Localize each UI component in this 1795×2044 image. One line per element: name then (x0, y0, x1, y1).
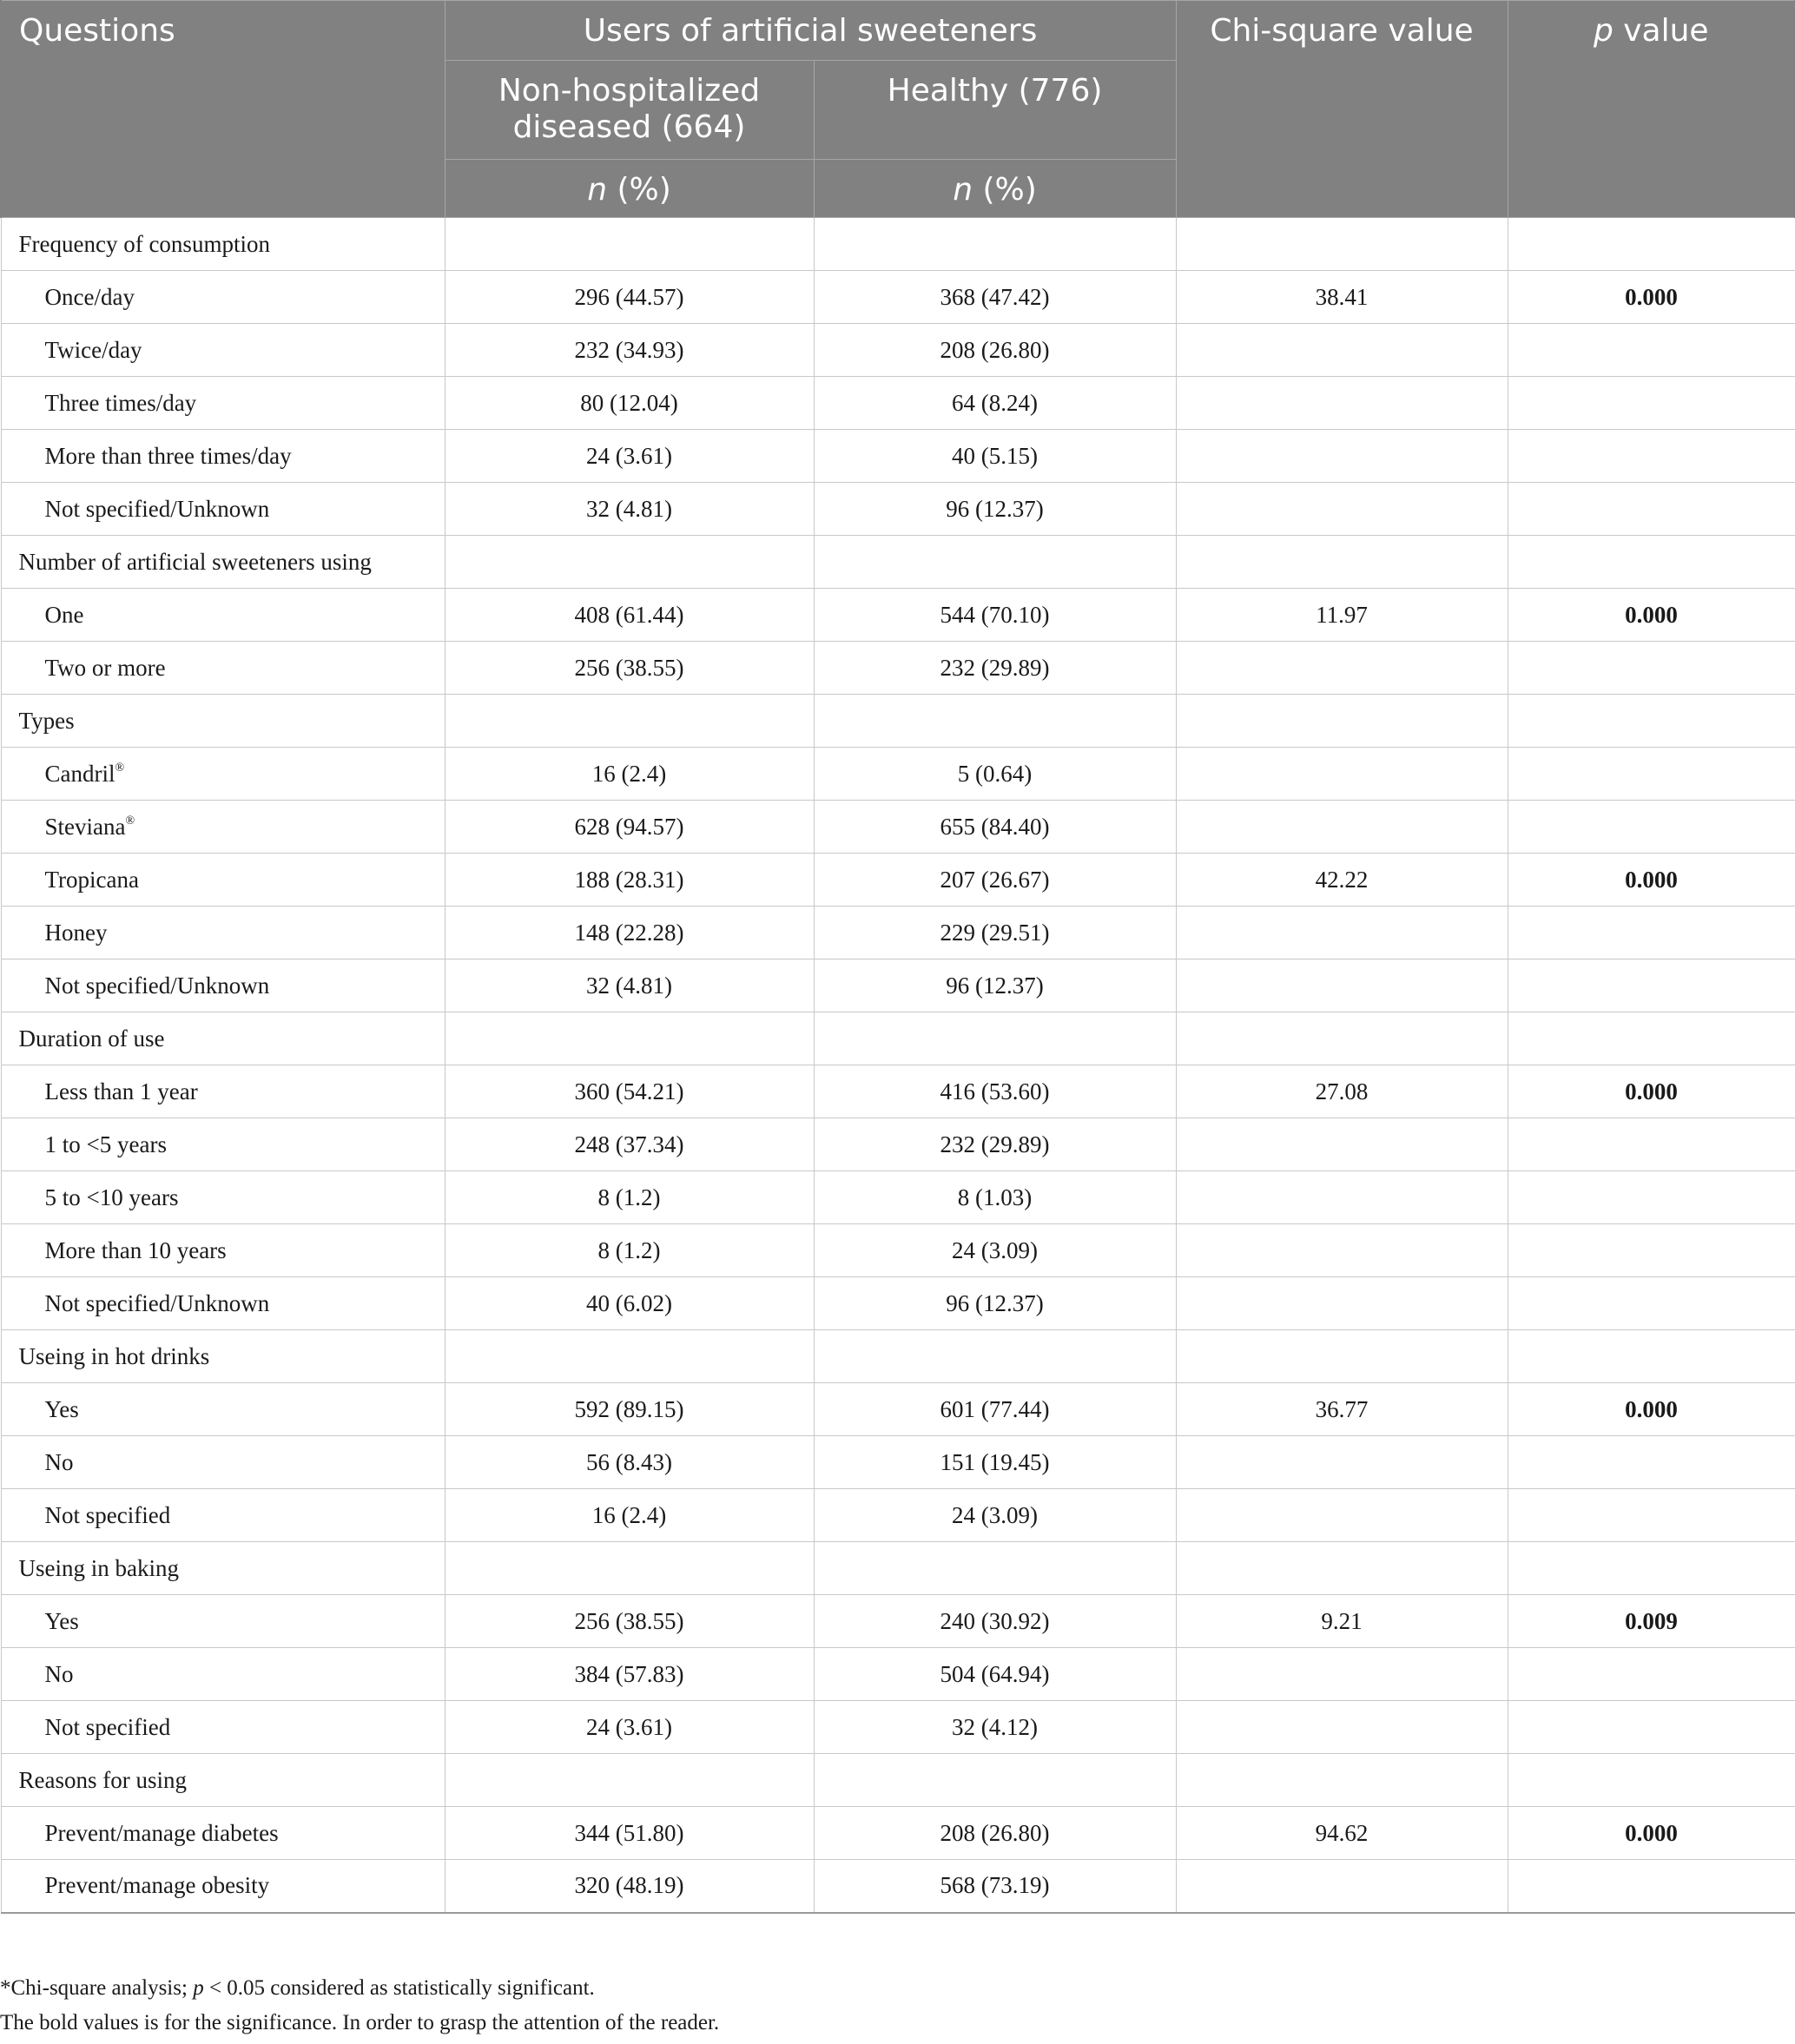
cell-p-value: 0.000 (1508, 854, 1795, 907)
table-section-row (1, 695, 1795, 748)
row-label (1, 907, 445, 959)
cell-chi-square: 11.97 (1176, 589, 1508, 642)
table-row (1, 1489, 1795, 1542)
cell-diseased: 256 (38.55) (445, 642, 814, 695)
table-row (1, 959, 1795, 1012)
cell-diseased: 248 (37.34) (445, 1118, 814, 1171)
row-label-text: Reasons for using (18, 1766, 187, 1793)
cell-healthy: 208 (26.80) (814, 1807, 1176, 1860)
cell-healthy: 416 (53.60) (814, 1065, 1176, 1118)
cell-chi-square (1176, 1860, 1508, 1913)
cell-p-value (1508, 1224, 1795, 1277)
cell-diseased: 628 (94.57) (445, 801, 814, 854)
row-label (1, 1224, 445, 1277)
unit-pct: (%) (607, 172, 671, 208)
cell-diseased: 384 (57.83) (445, 1648, 814, 1701)
table-section-row (1, 218, 1795, 271)
row-label-text: Yes (44, 1607, 79, 1634)
cell-p-value (1508, 1701, 1795, 1754)
row-label-text: Candril (44, 760, 115, 787)
cell-chi-square (1176, 959, 1508, 1012)
table-row (1, 1648, 1795, 1701)
cell-chi-square (1176, 1436, 1508, 1489)
row-label (1, 430, 445, 483)
row-label (1, 854, 445, 907)
cell-healthy: 151 (19.45) (814, 1436, 1176, 1489)
row-label (1, 377, 445, 430)
section-label (1, 218, 445, 271)
footnote-p-italic: p (193, 1976, 204, 2000)
row-label (1, 1595, 445, 1648)
table-row (1, 1807, 1795, 1860)
cell-healthy: 24 (3.09) (814, 1489, 1176, 1542)
cell-p-value (1508, 218, 1795, 271)
cell-diseased: 16 (2.4) (445, 748, 814, 801)
cell-healthy (814, 1754, 1176, 1807)
cell-p-value (1508, 801, 1795, 854)
table-row (1, 642, 1795, 695)
cell-chi-square (1176, 1330, 1508, 1383)
table-footnotes (0, 1971, 719, 2041)
row-label-text: Not specified/Unknown (44, 495, 270, 522)
cell-diseased: 148 (22.28) (445, 907, 814, 959)
row-label (1, 748, 445, 801)
table-row (1, 854, 1795, 907)
cell-chi-square: 36.77 (1176, 1383, 1508, 1436)
table-row (1, 1277, 1795, 1330)
section-label (1, 1754, 445, 1807)
cell-diseased: 32 (4.81) (445, 959, 814, 1012)
cell-healthy (814, 1012, 1176, 1065)
row-label-text: Useing in hot drinks (18, 1342, 210, 1369)
footnote-text: *Chi-square analysis; (0, 1976, 194, 2000)
table-row (1, 1224, 1795, 1277)
row-label (1, 642, 445, 695)
cell-p-value (1508, 695, 1795, 748)
cell-p-value: 0.009 (1508, 1595, 1795, 1648)
cell-p-value (1508, 1171, 1795, 1224)
row-label (1, 324, 445, 377)
cell-healthy: 32 (4.12) (814, 1701, 1176, 1754)
table-row (1, 430, 1795, 483)
cell-p-value (1508, 1489, 1795, 1542)
cell-chi-square: 9.21 (1176, 1595, 1508, 1648)
cell-healthy: 207 (26.67) (814, 854, 1176, 907)
row-label-text: Two or more (44, 654, 166, 681)
table-section-row (1, 1330, 1795, 1383)
cell-diseased: 24 (3.61) (445, 430, 814, 483)
table-section-row (1, 1754, 1795, 1807)
row-label-text: No (44, 1448, 74, 1475)
cell-healthy: 568 (73.19) (814, 1860, 1176, 1913)
row-label-text: Honey (44, 919, 108, 946)
cell-healthy: 64 (8.24) (814, 377, 1176, 430)
cell-chi-square (1176, 907, 1508, 959)
table-row (1, 377, 1795, 430)
row-label-text: Twice/day (44, 336, 142, 363)
row-label (1, 1860, 445, 1913)
footnote-chi-square (0, 1971, 719, 2006)
row-label-text: Types (18, 707, 75, 734)
row-label (1, 1277, 445, 1330)
cell-healthy: 368 (47.42) (814, 271, 1176, 324)
cell-diseased (445, 1754, 814, 1807)
unit-n: n (953, 172, 973, 208)
cell-chi-square (1176, 1171, 1508, 1224)
table-row (1, 907, 1795, 959)
cell-healthy: 504 (64.94) (814, 1648, 1176, 1701)
cell-healthy: 232 (29.89) (814, 1118, 1176, 1171)
row-label-text: Frequency of consumption (18, 230, 270, 257)
cell-healthy: 96 (12.37) (814, 959, 1176, 1012)
cell-diseased: 296 (44.57) (445, 271, 814, 324)
cell-p-value (1508, 1860, 1795, 1913)
cell-diseased: 256 (38.55) (445, 1595, 814, 1648)
cell-chi-square: 94.62 (1176, 1807, 1508, 1860)
header-p-rest: value (1613, 13, 1709, 49)
section-label (1, 695, 445, 748)
row-label-text: Prevent/manage diabetes (44, 1819, 279, 1846)
cell-healthy: 208 (26.80) (814, 324, 1176, 377)
cell-healthy: 5 (0.64) (814, 748, 1176, 801)
cell-diseased: 320 (48.19) (445, 1860, 814, 1913)
section-label (1, 1012, 445, 1065)
cell-diseased (445, 1542, 814, 1595)
cell-chi-square (1176, 1118, 1508, 1171)
table-body (1, 218, 1795, 1913)
cell-healthy (814, 218, 1176, 271)
row-label (1, 959, 445, 1012)
row-label-text: 5 to <10 years (44, 1184, 179, 1210)
table-row (1, 801, 1795, 854)
cell-diseased: 32 (4.81) (445, 483, 814, 536)
cell-healthy (814, 536, 1176, 589)
cell-diseased: 8 (1.2) (445, 1224, 814, 1277)
row-label (1, 1807, 445, 1860)
row-label (1, 801, 445, 854)
cell-chi-square (1176, 1648, 1508, 1701)
cell-chi-square (1176, 642, 1508, 695)
header-p-value (1508, 1, 1795, 218)
row-label (1, 1648, 445, 1701)
cell-diseased: 592 (89.15) (445, 1383, 814, 1436)
table-section-row (1, 1542, 1795, 1595)
header-users-group: Users of artificial sweeteners (445, 1, 1176, 61)
table-row (1, 1383, 1795, 1436)
row-label-text: Not specified (44, 1713, 171, 1740)
cell-diseased: 8 (1.2) (445, 1171, 814, 1224)
row-label-text: Once/day (44, 283, 135, 310)
cell-healthy: 232 (29.89) (814, 642, 1176, 695)
cell-chi-square: 42.22 (1176, 854, 1508, 907)
cell-diseased: 344 (51.80) (445, 1807, 814, 1860)
cell-diseased: 232 (34.93) (445, 324, 814, 377)
cell-healthy: 229 (29.51) (814, 907, 1176, 959)
row-label-text: Prevent/manage obesity (44, 1872, 270, 1899)
header-p-italic: p (1593, 13, 1614, 49)
cell-healthy: 655 (84.40) (814, 801, 1176, 854)
row-label-text: More than 10 years (44, 1236, 227, 1263)
footnote-text: < 0.05 considered as statistically significant. (203, 1976, 595, 2000)
table-row (1, 1595, 1795, 1648)
cell-diseased: 40 (6.02) (445, 1277, 814, 1330)
unit-pct: (%) (973, 172, 1037, 208)
table-row (1, 1436, 1795, 1489)
registered-mark: ® (125, 814, 135, 827)
table-header (1, 1, 1795, 218)
cell-p-value (1508, 1118, 1795, 1171)
table-row (1, 1118, 1795, 1171)
cell-healthy: 240 (30.92) (814, 1595, 1176, 1648)
cell-p-value (1508, 642, 1795, 695)
unit-n: n (587, 172, 608, 208)
cell-diseased (445, 1330, 814, 1383)
table-row (1, 483, 1795, 536)
header-unit-diseased (445, 160, 814, 218)
table-row (1, 324, 1795, 377)
cell-p-value (1508, 430, 1795, 483)
cell-p-value (1508, 1648, 1795, 1701)
cell-healthy (814, 1330, 1176, 1383)
row-label-text: Three times/day (44, 389, 197, 416)
cell-chi-square (1176, 695, 1508, 748)
cell-p-value (1508, 536, 1795, 589)
row-label-text: Not specified/Unknown (44, 972, 270, 999)
cell-p-value (1508, 1436, 1795, 1489)
cell-p-value (1508, 1754, 1795, 1807)
cell-diseased: 80 (12.04) (445, 377, 814, 430)
row-label (1, 1118, 445, 1171)
header-healthy: Healthy (776) (814, 61, 1176, 160)
section-label (1, 1330, 445, 1383)
cell-chi-square (1176, 1277, 1508, 1330)
table-row (1, 1701, 1795, 1754)
cell-chi-square: 38.41 (1176, 271, 1508, 324)
row-label-text: One (44, 601, 84, 628)
footnote-bold-values: The bold values is for the significance. In order to grasp the attention of the reader. (0, 2011, 720, 2034)
cell-chi-square (1176, 324, 1508, 377)
table-row (1, 589, 1795, 642)
cell-chi-square (1176, 801, 1508, 854)
cell-chi-square (1176, 377, 1508, 430)
cell-healthy: 601 (77.44) (814, 1383, 1176, 1436)
cell-chi-square (1176, 748, 1508, 801)
registered-mark: ® (115, 761, 125, 775)
cell-chi-square (1176, 430, 1508, 483)
cell-p-value: 0.000 (1508, 1383, 1795, 1436)
cell-p-value (1508, 483, 1795, 536)
cell-p-value (1508, 748, 1795, 801)
header-chi-square: Chi-square value (1176, 1, 1508, 218)
cell-p-value: 0.000 (1508, 271, 1795, 324)
cell-healthy: 96 (12.37) (814, 483, 1176, 536)
row-label (1, 1171, 445, 1224)
row-label (1, 1489, 445, 1542)
row-label-text: More than three times/day (44, 442, 292, 469)
cell-p-value: 0.000 (1508, 589, 1795, 642)
section-label (1, 1542, 445, 1595)
cell-chi-square (1176, 483, 1508, 536)
row-label-text: Number of artificial sweeteners using (18, 548, 372, 575)
cell-diseased: 408 (61.44) (445, 589, 814, 642)
row-label-text: Steviana (44, 813, 126, 840)
row-label-text: Duration of use (18, 1025, 165, 1052)
cell-p-value (1508, 324, 1795, 377)
section-label (1, 536, 445, 589)
cell-diseased (445, 218, 814, 271)
cell-diseased: 188 (28.31) (445, 854, 814, 907)
header-questions: Questions (1, 1, 445, 218)
cell-p-value: 0.000 (1508, 1807, 1795, 1860)
table-row (1, 748, 1795, 801)
row-label-text: Yes (44, 1395, 79, 1422)
row-label-text: No (44, 1660, 74, 1687)
row-label (1, 589, 445, 642)
cell-diseased (445, 1012, 814, 1065)
header-unit-healthy (814, 160, 1176, 218)
row-label (1, 1065, 445, 1118)
cell-chi-square: 27.08 (1176, 1065, 1508, 1118)
cell-healthy: 24 (3.09) (814, 1224, 1176, 1277)
cell-p-value (1508, 959, 1795, 1012)
cell-healthy: 8 (1.03) (814, 1171, 1176, 1224)
table-row (1, 1860, 1795, 1913)
cell-healthy: 544 (70.10) (814, 589, 1176, 642)
row-label-text: Not specified (44, 1501, 171, 1528)
row-label (1, 483, 445, 536)
cell-healthy (814, 1542, 1176, 1595)
row-label (1, 1383, 445, 1436)
table-section-row (1, 1012, 1795, 1065)
row-label (1, 1701, 445, 1754)
header-diseased: Non-hospitalized diseased (664) (445, 61, 814, 160)
cell-p-value (1508, 1012, 1795, 1065)
cell-diseased: 24 (3.61) (445, 1701, 814, 1754)
row-label-text: Less than 1 year (44, 1078, 198, 1104)
cell-healthy: 40 (5.15) (814, 430, 1176, 483)
cell-chi-square (1176, 1489, 1508, 1542)
cell-diseased: 56 (8.43) (445, 1436, 814, 1489)
cell-healthy (814, 695, 1176, 748)
row-label-text: Tropicana (44, 866, 139, 893)
table-row (1, 1065, 1795, 1118)
cell-p-value (1508, 1277, 1795, 1330)
row-label (1, 1436, 445, 1489)
cell-diseased: 360 (54.21) (445, 1065, 814, 1118)
cell-p-value (1508, 1330, 1795, 1383)
cell-p-value (1508, 1542, 1795, 1595)
cell-diseased (445, 695, 814, 748)
cell-diseased: 16 (2.4) (445, 1489, 814, 1542)
cell-chi-square (1176, 1224, 1508, 1277)
cell-healthy: 96 (12.37) (814, 1277, 1176, 1330)
cell-chi-square (1176, 218, 1508, 271)
cell-diseased (445, 536, 814, 589)
row-label-text: Useing in baking (18, 1554, 179, 1581)
cell-chi-square (1176, 536, 1508, 589)
table-row (1, 271, 1795, 324)
table-section-row (1, 536, 1795, 589)
cell-chi-square (1176, 1012, 1508, 1065)
row-label-text: Not specified/Unknown (44, 1289, 270, 1316)
cell-p-value (1508, 377, 1795, 430)
row-label (1, 271, 445, 324)
row-label-text: 1 to <5 years (44, 1131, 167, 1157)
cell-chi-square (1176, 1542, 1508, 1595)
cell-p-value: 0.000 (1508, 1065, 1795, 1118)
cell-chi-square (1176, 1701, 1508, 1754)
cell-chi-square (1176, 1754, 1508, 1807)
table-row (1, 1171, 1795, 1224)
cell-p-value (1508, 907, 1795, 959)
